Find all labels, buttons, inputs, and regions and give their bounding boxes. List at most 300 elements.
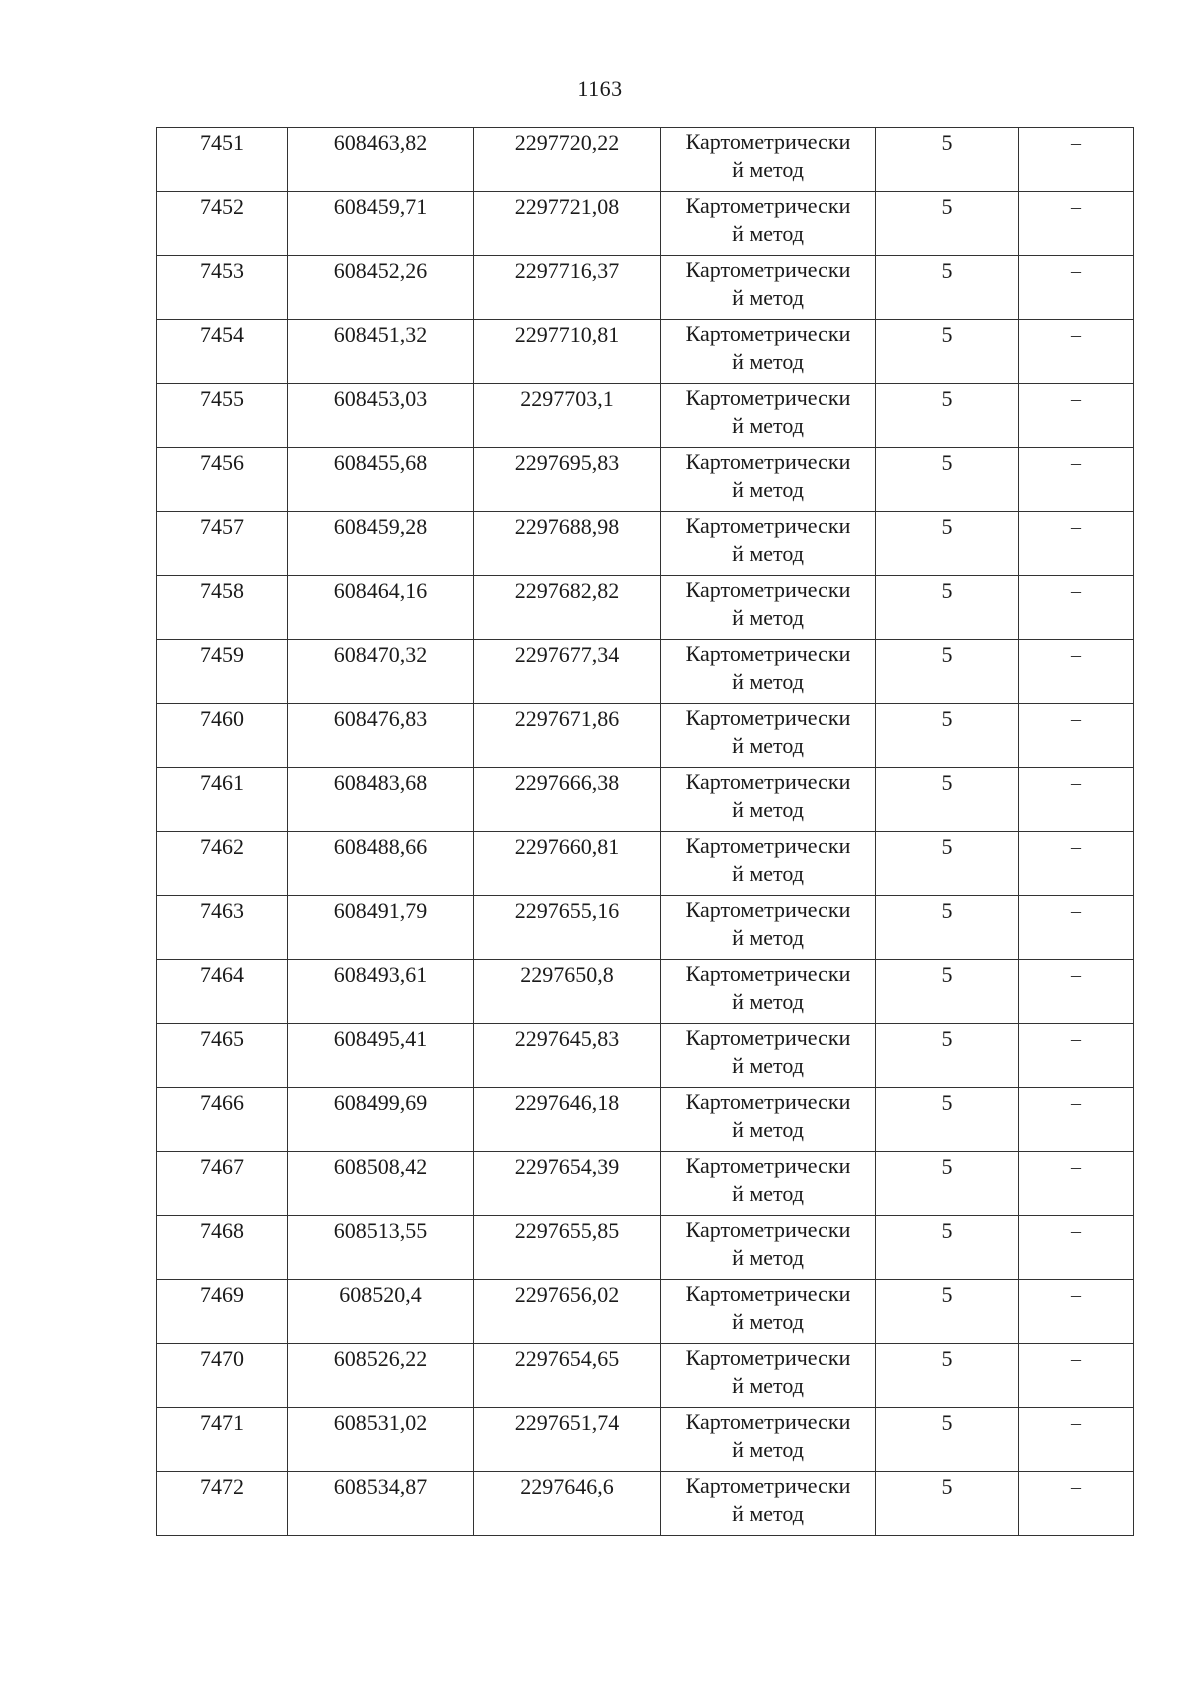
note-cell-text: – xyxy=(1071,900,1081,922)
y-coordinate-cell xyxy=(474,1088,661,1152)
point-number-cell-text: 7470 xyxy=(200,1346,244,1371)
y-coordinate-cell xyxy=(474,448,661,512)
method-text-line-2: й метод xyxy=(732,797,804,822)
x-coordinate-cell-text: 608534,87 xyxy=(333,1474,428,1499)
method-text-line-1: Картометрически xyxy=(685,577,851,602)
x-coordinate-cell-text: 608491,79 xyxy=(333,898,428,923)
note-cell xyxy=(1019,1472,1134,1536)
point-number-cell-text: 7467 xyxy=(200,1154,244,1179)
note-cell xyxy=(1019,256,1134,320)
table-row xyxy=(157,576,1134,640)
point-number-cell xyxy=(157,768,288,832)
method-cell xyxy=(661,1024,876,1088)
method-text-line-1: Картометрически xyxy=(685,641,851,666)
accuracy-cell-text: 5 xyxy=(941,322,953,347)
note-cell-text: – xyxy=(1071,1476,1081,1498)
accuracy-cell-text: 5 xyxy=(941,130,953,155)
table-row xyxy=(157,1280,1134,1344)
method-text-line-2: й метод xyxy=(732,221,804,246)
x-coordinate-cell-text: 608495,41 xyxy=(333,1026,428,1051)
y-coordinate-cell-text: 2297654,65 xyxy=(514,1346,620,1371)
x-coordinate-cell xyxy=(288,512,474,576)
point-number-cell-text: 7451 xyxy=(200,130,244,155)
point-number-cell xyxy=(157,192,288,256)
y-coordinate-cell-text: 2297646,18 xyxy=(514,1090,620,1115)
point-number-cell xyxy=(157,896,288,960)
point-number-cell-text: 7456 xyxy=(200,450,244,475)
y-coordinate-cell-text: 2297645,83 xyxy=(514,1026,620,1051)
y-coordinate-cell-text: 2297720,22 xyxy=(514,130,620,155)
y-coordinate-cell xyxy=(474,128,661,192)
method-cell xyxy=(661,1152,876,1216)
method-text-line-2: й метод xyxy=(732,1373,804,1398)
x-coordinate-cell xyxy=(288,1216,474,1280)
table-row xyxy=(157,1408,1134,1472)
note-cell-text: – xyxy=(1071,644,1081,666)
y-coordinate-cell-text: 2297671,86 xyxy=(514,706,620,731)
y-coordinate-cell xyxy=(474,1280,661,1344)
note-cell-text: – xyxy=(1071,1156,1081,1178)
note-cell-text: – xyxy=(1071,964,1081,986)
x-coordinate-cell-text: 608459,71 xyxy=(333,194,428,219)
note-cell xyxy=(1019,192,1134,256)
point-number-cell-text: 7454 xyxy=(200,322,244,347)
accuracy-cell xyxy=(876,512,1019,576)
point-number-cell-text: 7471 xyxy=(200,1410,244,1435)
x-coordinate-cell-text: 608459,28 xyxy=(333,514,428,539)
accuracy-cell-text: 5 xyxy=(941,1346,953,1371)
note-cell xyxy=(1019,1344,1134,1408)
method-cell xyxy=(661,128,876,192)
method-text-line-1: Картометрически xyxy=(685,1217,851,1242)
point-number-cell xyxy=(157,960,288,1024)
table-row xyxy=(157,768,1134,832)
method-text-line-1: Картометрически xyxy=(685,1025,851,1050)
note-cell xyxy=(1019,896,1134,960)
method-text-line-2: й метод xyxy=(732,989,804,1014)
accuracy-cell xyxy=(876,1472,1019,1536)
point-number-cell xyxy=(157,704,288,768)
method-text-line-1: Картометрически xyxy=(685,1281,851,1306)
accuracy-cell-text: 5 xyxy=(941,1282,953,1307)
note-cell xyxy=(1019,1024,1134,1088)
method-text-line-2: й метод xyxy=(732,413,804,438)
accuracy-cell xyxy=(876,1216,1019,1280)
note-cell-text: – xyxy=(1071,772,1081,794)
point-number-cell xyxy=(157,1088,288,1152)
accuracy-cell-text: 5 xyxy=(941,194,953,219)
point-number-cell xyxy=(157,832,288,896)
table-row xyxy=(157,128,1134,192)
x-coordinate-cell xyxy=(288,1472,474,1536)
table-row xyxy=(157,1344,1134,1408)
method-text-line-2: й метод xyxy=(732,477,804,502)
point-number-cell-text: 7468 xyxy=(200,1218,244,1243)
point-number-cell-text: 7465 xyxy=(200,1026,244,1051)
accuracy-cell-text: 5 xyxy=(941,258,953,283)
x-coordinate-cell-text: 608488,66 xyxy=(333,834,428,859)
note-cell-text: – xyxy=(1071,452,1081,474)
note-cell xyxy=(1019,384,1134,448)
note-cell-text: – xyxy=(1071,260,1081,282)
x-coordinate-cell xyxy=(288,1408,474,1472)
table-row xyxy=(157,640,1134,704)
y-coordinate-cell xyxy=(474,896,661,960)
point-number-cell-text: 7472 xyxy=(200,1474,244,1499)
point-number-cell-text: 7469 xyxy=(200,1282,244,1307)
y-coordinate-cell xyxy=(474,1024,661,1088)
accuracy-cell xyxy=(876,192,1019,256)
method-cell xyxy=(661,640,876,704)
method-text-line-2: й метод xyxy=(732,605,804,630)
method-cell xyxy=(661,320,876,384)
accuracy-cell xyxy=(876,896,1019,960)
note-cell xyxy=(1019,1216,1134,1280)
method-text-line-1: Картометрически xyxy=(685,961,851,986)
point-number-cell-text: 7462 xyxy=(200,834,244,859)
y-coordinate-cell xyxy=(474,256,661,320)
point-number-cell xyxy=(157,576,288,640)
y-coordinate-cell-text: 2297710,81 xyxy=(514,322,620,347)
point-number-cell-text: 7452 xyxy=(200,194,244,219)
y-coordinate-cell xyxy=(474,960,661,1024)
method-text-line-2: й метод xyxy=(732,1181,804,1206)
x-coordinate-cell xyxy=(288,576,474,640)
method-text-line-2: й метод xyxy=(732,157,804,182)
method-text-line-2: й метод xyxy=(732,1437,804,1462)
method-text-line-1: Картометрически xyxy=(685,897,851,922)
note-cell xyxy=(1019,768,1134,832)
note-cell xyxy=(1019,1408,1134,1472)
point-number-cell-text: 7459 xyxy=(200,642,244,667)
table-row xyxy=(157,512,1134,576)
table-row xyxy=(157,384,1134,448)
accuracy-cell xyxy=(876,832,1019,896)
accuracy-cell-text: 5 xyxy=(941,770,953,795)
y-coordinate-cell-text: 2297688,98 xyxy=(514,514,620,539)
y-coordinate-cell-text: 2297655,16 xyxy=(514,898,620,923)
x-coordinate-cell-text: 608531,02 xyxy=(333,1410,428,1435)
accuracy-cell-text: 5 xyxy=(941,386,953,411)
x-coordinate-cell xyxy=(288,1024,474,1088)
x-coordinate-cell xyxy=(288,1280,474,1344)
x-coordinate-cell-text: 608499,69 xyxy=(333,1090,428,1115)
x-coordinate-cell-text: 608513,55 xyxy=(333,1218,428,1243)
method-text-line-1: Картометрически xyxy=(685,129,851,154)
x-coordinate-cell xyxy=(288,896,474,960)
point-number-cell-text: 7461 xyxy=(200,770,244,795)
accuracy-cell-text: 5 xyxy=(941,706,953,731)
accuracy-cell-text: 5 xyxy=(941,834,953,859)
method-text-line-2: й метод xyxy=(732,669,804,694)
accuracy-cell xyxy=(876,768,1019,832)
method-text-line-2: й метод xyxy=(732,1501,804,1526)
point-number-cell xyxy=(157,512,288,576)
method-cell xyxy=(661,1280,876,1344)
y-coordinate-cell xyxy=(474,1216,661,1280)
y-coordinate-cell xyxy=(474,1344,661,1408)
x-coordinate-cell xyxy=(288,128,474,192)
x-coordinate-cell-text: 608476,83 xyxy=(333,706,428,731)
table-row xyxy=(157,960,1134,1024)
accuracy-cell xyxy=(876,320,1019,384)
x-coordinate-cell-text: 608526,22 xyxy=(333,1346,428,1371)
note-cell xyxy=(1019,1280,1134,1344)
x-coordinate-cell xyxy=(288,448,474,512)
method-text-line-1: Картометрически xyxy=(685,1153,851,1178)
point-number-cell xyxy=(157,1472,288,1536)
method-cell xyxy=(661,576,876,640)
x-coordinate-cell-text: 608452,26 xyxy=(333,258,428,283)
point-number-cell-text: 7466 xyxy=(200,1090,244,1115)
note-cell xyxy=(1019,448,1134,512)
y-coordinate-cell-text: 2297646,6 xyxy=(520,1474,614,1499)
y-coordinate-cell xyxy=(474,832,661,896)
note-cell xyxy=(1019,1152,1134,1216)
method-cell xyxy=(661,192,876,256)
accuracy-cell xyxy=(876,128,1019,192)
note-cell-text: – xyxy=(1071,1284,1081,1306)
accuracy-cell xyxy=(876,960,1019,1024)
note-cell xyxy=(1019,512,1134,576)
method-text-line-2: й метод xyxy=(732,541,804,566)
y-coordinate-cell-text: 2297716,37 xyxy=(514,258,620,283)
note-cell-text: – xyxy=(1071,388,1081,410)
accuracy-cell xyxy=(876,1408,1019,1472)
accuracy-cell-text: 5 xyxy=(941,898,953,923)
accuracy-cell xyxy=(876,576,1019,640)
x-coordinate-cell xyxy=(288,1088,474,1152)
accuracy-cell xyxy=(876,704,1019,768)
accuracy-cell xyxy=(876,1344,1019,1408)
y-coordinate-cell-text: 2297660,81 xyxy=(514,834,620,859)
point-number-cell xyxy=(157,640,288,704)
y-coordinate-cell xyxy=(474,512,661,576)
method-cell xyxy=(661,1088,876,1152)
x-coordinate-cell-text: 608493,61 xyxy=(333,962,428,987)
point-number-cell-text: 7457 xyxy=(200,514,244,539)
table-row xyxy=(157,256,1134,320)
page-number: 1163 xyxy=(577,76,623,101)
method-text-line-1: Картометрически xyxy=(685,513,851,538)
x-coordinate-cell xyxy=(288,1152,474,1216)
x-coordinate-cell xyxy=(288,704,474,768)
accuracy-cell-text: 5 xyxy=(941,642,953,667)
point-number-cell xyxy=(157,1280,288,1344)
x-coordinate-cell xyxy=(288,256,474,320)
x-coordinate-cell-text: 608463,82 xyxy=(333,130,428,155)
note-cell xyxy=(1019,576,1134,640)
point-number-cell-text: 7455 xyxy=(200,386,244,411)
accuracy-cell-text: 5 xyxy=(941,578,953,603)
method-text-line-1: Картометрически xyxy=(685,193,851,218)
point-number-cell xyxy=(157,1152,288,1216)
y-coordinate-cell xyxy=(474,192,661,256)
note-cell xyxy=(1019,704,1134,768)
method-cell xyxy=(661,448,876,512)
coordinates-table-body xyxy=(157,128,1134,1536)
method-text-line-2: й метод xyxy=(732,285,804,310)
accuracy-cell-text: 5 xyxy=(941,514,953,539)
x-coordinate-cell xyxy=(288,640,474,704)
x-coordinate-cell-text: 608508,42 xyxy=(333,1154,428,1179)
note-cell xyxy=(1019,640,1134,704)
x-coordinate-cell-text: 608453,03 xyxy=(333,386,428,411)
point-number-cell-text: 7464 xyxy=(200,962,244,987)
note-cell-text: – xyxy=(1071,1412,1081,1434)
note-cell-text: – xyxy=(1071,1092,1081,1114)
y-coordinate-cell-text: 2297655,85 xyxy=(514,1218,620,1243)
accuracy-cell-text: 5 xyxy=(941,1090,953,1115)
method-text-line-2: й метод xyxy=(732,1245,804,1270)
method-cell xyxy=(661,704,876,768)
point-number-cell-text: 7458 xyxy=(200,578,244,603)
point-number-cell xyxy=(157,256,288,320)
method-text-line-1: Картометрически xyxy=(685,321,851,346)
point-number-cell xyxy=(157,384,288,448)
accuracy-cell xyxy=(876,384,1019,448)
y-coordinate-cell-text: 2297651,74 xyxy=(514,1410,620,1435)
table-row xyxy=(157,1088,1134,1152)
method-cell xyxy=(661,896,876,960)
x-coordinate-cell-text: 608483,68 xyxy=(333,770,428,795)
method-text-line-2: й метод xyxy=(732,861,804,886)
note-cell-text: – xyxy=(1071,516,1081,538)
x-coordinate-cell-text: 608451,32 xyxy=(333,322,428,347)
note-cell-text: – xyxy=(1071,836,1081,858)
point-number-cell xyxy=(157,448,288,512)
y-coordinate-cell xyxy=(474,640,661,704)
y-coordinate-cell-text: 2297656,02 xyxy=(514,1282,620,1307)
y-coordinate-cell xyxy=(474,704,661,768)
y-coordinate-cell xyxy=(474,576,661,640)
x-coordinate-cell xyxy=(288,1344,474,1408)
x-coordinate-cell xyxy=(288,192,474,256)
y-coordinate-cell-text: 2297695,83 xyxy=(514,450,620,475)
method-text-line-2: й метод xyxy=(732,1053,804,1078)
method-text-line-1: Картометрически xyxy=(685,449,851,474)
x-coordinate-cell xyxy=(288,832,474,896)
note-cell-text: – xyxy=(1071,1220,1081,1242)
accuracy-cell-text: 5 xyxy=(941,1218,953,1243)
accuracy-cell-text: 5 xyxy=(941,1410,953,1435)
method-text-line-1: Картометрически xyxy=(685,1409,851,1434)
method-text-line-2: й метод xyxy=(732,925,804,950)
point-number-cell xyxy=(157,1024,288,1088)
method-cell xyxy=(661,1408,876,1472)
table-row xyxy=(157,192,1134,256)
table-row xyxy=(157,1152,1134,1216)
accuracy-cell-text: 5 xyxy=(941,962,953,987)
method-text-line-2: й метод xyxy=(732,1309,804,1334)
y-coordinate-cell xyxy=(474,768,661,832)
y-coordinate-cell-text: 2297650,8 xyxy=(520,962,614,987)
x-coordinate-cell xyxy=(288,960,474,1024)
method-cell xyxy=(661,832,876,896)
accuracy-cell-text: 5 xyxy=(941,1474,953,1499)
accuracy-cell xyxy=(876,1088,1019,1152)
method-text-line-1: Картометрически xyxy=(685,833,851,858)
y-coordinate-cell-text: 2297666,38 xyxy=(514,770,620,795)
accuracy-cell xyxy=(876,640,1019,704)
note-cell xyxy=(1019,960,1134,1024)
method-text-line-1: Картометрически xyxy=(685,257,851,282)
table-row xyxy=(157,704,1134,768)
method-cell xyxy=(661,384,876,448)
accuracy-cell xyxy=(876,256,1019,320)
x-coordinate-cell xyxy=(288,384,474,448)
y-coordinate-cell xyxy=(474,1472,661,1536)
method-cell xyxy=(661,960,876,1024)
note-cell-text: – xyxy=(1071,580,1081,602)
method-text-line-1: Картометрически xyxy=(685,1473,851,1498)
point-number-cell xyxy=(157,1408,288,1472)
method-cell xyxy=(661,512,876,576)
method-cell xyxy=(661,768,876,832)
x-coordinate-cell-text: 608470,32 xyxy=(333,642,428,667)
note-cell xyxy=(1019,320,1134,384)
point-number-cell-text: 7453 xyxy=(200,258,244,283)
point-number-cell-text: 7463 xyxy=(200,898,244,923)
method-text-line-2: й метод xyxy=(732,1117,804,1142)
table-row xyxy=(157,1024,1134,1088)
accuracy-cell-text: 5 xyxy=(941,450,953,475)
note-cell-text: – xyxy=(1071,132,1081,154)
table-row xyxy=(157,1216,1134,1280)
table-row xyxy=(157,1472,1134,1536)
method-cell xyxy=(661,256,876,320)
point-number-cell xyxy=(157,1216,288,1280)
y-coordinate-cell xyxy=(474,320,661,384)
point-number-cell xyxy=(157,128,288,192)
method-cell xyxy=(661,1216,876,1280)
method-text-line-2: й метод xyxy=(732,733,804,758)
method-cell xyxy=(661,1472,876,1536)
point-number-cell-text: 7460 xyxy=(200,706,244,731)
x-coordinate-cell-text: 608464,16 xyxy=(333,578,428,603)
note-cell-text: – xyxy=(1071,324,1081,346)
y-coordinate-cell-text: 2297654,39 xyxy=(514,1154,620,1179)
accuracy-cell xyxy=(876,1152,1019,1216)
y-coordinate-cell xyxy=(474,384,661,448)
accuracy-cell xyxy=(876,1024,1019,1088)
y-coordinate-cell-text: 2297682,82 xyxy=(514,578,620,603)
method-text-line-1: Картометрически xyxy=(685,1345,851,1370)
method-text-line-2: й метод xyxy=(732,349,804,374)
y-coordinate-cell xyxy=(474,1152,661,1216)
note-cell xyxy=(1019,832,1134,896)
table-row xyxy=(157,896,1134,960)
x-coordinate-cell xyxy=(288,768,474,832)
method-text-line-1: Картометрически xyxy=(685,1089,851,1114)
note-cell xyxy=(1019,1088,1134,1152)
note-cell-text: – xyxy=(1071,708,1081,730)
coordinates-table xyxy=(156,127,1134,1536)
table-row xyxy=(157,320,1134,384)
y-coordinate-cell-text: 2297703,1 xyxy=(520,386,614,411)
accuracy-cell-text: 5 xyxy=(941,1154,953,1179)
method-text-line-1: Картометрически xyxy=(685,385,851,410)
note-cell xyxy=(1019,128,1134,192)
x-coordinate-cell-text: 608455,68 xyxy=(333,450,428,475)
note-cell-text: – xyxy=(1071,196,1081,218)
y-coordinate-cell-text: 2297721,08 xyxy=(514,194,620,219)
y-coordinate-cell-text: 2297677,34 xyxy=(514,642,620,667)
point-number-cell xyxy=(157,1344,288,1408)
method-cell xyxy=(661,1344,876,1408)
x-coordinate-cell-text: 608520,4 xyxy=(339,1282,422,1307)
table-row xyxy=(157,832,1134,896)
